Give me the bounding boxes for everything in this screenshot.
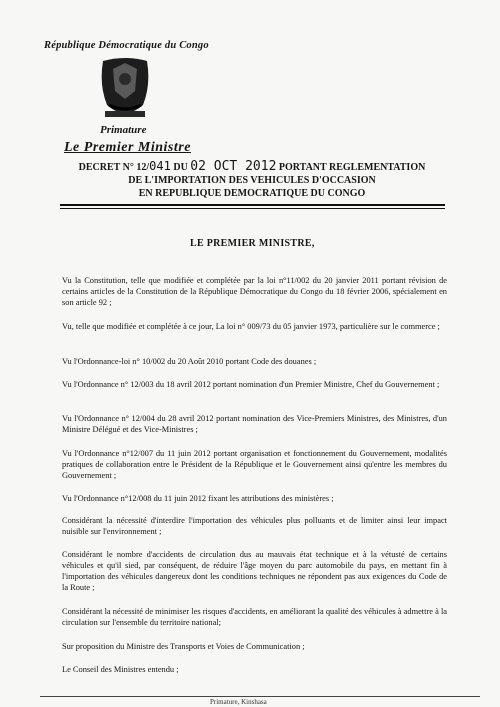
paragraph: Sur proposition du Ministre des Transports et Voies de Communication ; xyxy=(62,642,305,651)
decree-title-line-2: DE L'IMPORTATION DES VEHICULES D'OCCASION xyxy=(128,175,376,186)
paragraph: Le Conseil des Ministres entendu ; xyxy=(62,665,179,674)
decree-title-line-1 xyxy=(62,160,442,174)
decree-title-line-3: EN REPUBLIQUE DEMOCRATIQUE DU CONGO xyxy=(138,188,366,199)
paragraph: Considérant la nécessité de minimiser les risques d'accidents, en améliorant la qualité des véhicules à admettre à la circulation sur l'ensemble du territoire national; xyxy=(62,607,447,627)
paragraph: Vu l'Ordonnance n°12/007 du 11 juin 2012 portant organisation et fonctionnement du Gouvernement, modalités pratiques de collaboration entre le Président de la République et le Gouvernement ainsi qu'entre les membres du Gouvernement ; xyxy=(62,449,447,480)
decree-du: DU xyxy=(173,162,188,173)
decree-title-suffix: PORTANT REGLEMENTATION xyxy=(278,162,426,173)
decree-prefix: DECRET N° 12/ xyxy=(78,162,150,173)
country-name: République Démocratique du Congo xyxy=(44,40,209,51)
paragraph: Vu l'Ordonnance n° 12/003 du 18 avril 2012 portant nomination d'un Premier Ministre, Chef du Gouvernement ; xyxy=(62,380,440,389)
paragraph: Vu l'Ordonnance n° 12/004 du 28 avril 2012 portant nomination des Vice-Premiers Ministres, des Ministres, d'un Ministre Délégué et des Vice-Ministres ; xyxy=(62,414,447,434)
signatory-title: Le Premier Ministre xyxy=(64,140,191,155)
footer-text: Primature, Kinshasa xyxy=(210,698,267,706)
footer-divider xyxy=(40,696,480,697)
paragraph: Considérant la nécessité d'interdire l'importation des véhicules plus polluants et de limiter ainsi leur impact nuisible sur l'environnement ; xyxy=(62,516,447,536)
decree-date: 02 OCT 2012 xyxy=(190,159,277,174)
title-divider xyxy=(60,204,445,206)
paragraph: Vu l'Ordonnance-loi n° 10/002 du 20 Août 2010 portant Code des douanes ; xyxy=(62,357,317,366)
section-heading: LE PREMIER MINISTRE, xyxy=(190,238,315,249)
paragraph: Vu, telle que modifiée et complétée à ce jour, La loi n° 009/73 du 05 janvier 1973, particulière sur le commerce ; xyxy=(62,322,440,331)
decree-title xyxy=(62,160,442,200)
decree-number: 041 xyxy=(149,159,171,173)
office-name: Primature xyxy=(100,124,147,136)
paragraph: Considérant le nombre d'accidents de circulation dus au mauvais état technique et à la vétusté de certains véhicules et qu'il sied, par conséquent, de réduire l'âge moyen du parc automobile du pays, en mettant fin à l'importation des véhicules dangereux dont les conditions techniques ne répondent pas aux exigences du Code de la Route ; xyxy=(62,550,447,592)
coat-of-arms-emblem xyxy=(95,55,155,121)
paragraph: Vu l'Ordonnance n°12/008 du 11 juin 2012 fixant les attributions des ministères ; xyxy=(62,494,334,503)
title-divider-thin xyxy=(60,208,445,209)
paragraph: Vu la Constitution, telle que modifiée et complétée par la loi n°11/002 du 20 janvier 2011 portant révision de certains articles de la Constitution de la République Démocratique du Congo du 18 février 2006, spécialement en son article 92 ; xyxy=(62,276,447,307)
